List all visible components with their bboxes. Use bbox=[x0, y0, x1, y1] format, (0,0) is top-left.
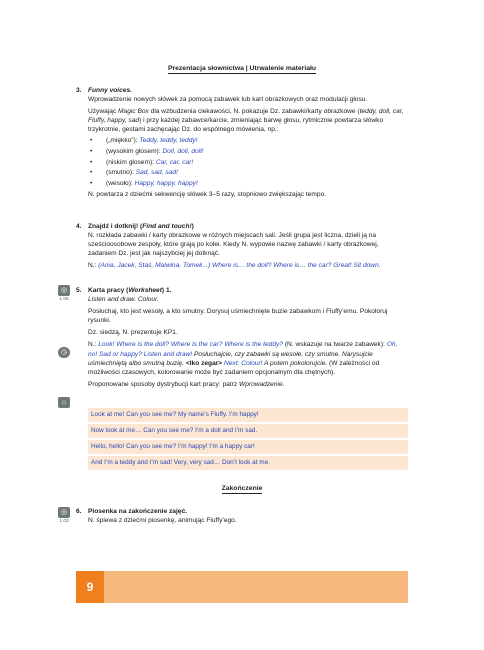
item-4-number: 4. bbox=[76, 223, 82, 230]
clock-icon: ◷ bbox=[58, 347, 70, 358]
section-heading-text: Zakończenie bbox=[221, 485, 263, 492]
item-3-description: Używając Magic Box dla wzbudzenia ciekawości, N. pokazuje Dz. zabawki/karty obrazkowe (teddy, doll, car, Fluffy, happy, sad) i przy każdej zabawce/karcie, zmieniając barwę głosu, rytmicznie powtarza słówko trzykrotnie, gestami zachęcając Dz. do wspólnego mówienia, np.: bbox=[88, 108, 404, 134]
item-5-title: Karta pracy (Worksheet) 1. bbox=[88, 287, 172, 294]
page-footer bbox=[76, 571, 408, 603]
transcript-row: Look at me! Can you see me? My name’s Fluffy. I’m happy! bbox=[88, 408, 408, 424]
item-3-number: 3. bbox=[76, 87, 82, 94]
transcript-row: And I’m a teddy and I’m sad! Very, very sad… Don’t look at me. bbox=[88, 456, 408, 472]
item-5-setup: Dz. siedzą, N. prezentuje KP1. bbox=[88, 329, 178, 337]
item-4-dialogue: N.: (Ania, Jacek, Staś, Malwina, Tomek...) Where is… the doll? Where is… the car? Great! Sit down. bbox=[88, 262, 381, 270]
transcript-row: Hello, hello! Can you see me? I’m happy! I’m a happy car! bbox=[88, 440, 408, 456]
item-5-dialogue: N.: Look! Where is the doll? Where is the car? Where is the teddy? (N. wskazuje na twarze zabawek): Oh, no! Sad or happy? Listen and draw! Posłuchajcie, czy zabawki są wesołe, czy smutne. Narysujcie uśmiechniętą albo smutną buzię. <Iko zegar> Next: Colour! A potem pokolorujcie. (W zależności od możliwości czasowych, kolorowanie może być zadaniem opcjonalnym dla chętnych). bbox=[88, 341, 398, 376]
item-5-instruction: Listen and draw. Colour. bbox=[88, 296, 159, 304]
item-4-title: Znajdź i dotknij! (Find and touch!) bbox=[88, 223, 194, 230]
voice-list bbox=[88, 136, 406, 187]
distribution-icon: ⌂ bbox=[58, 397, 70, 408]
item-6-number: 6. bbox=[76, 508, 82, 515]
item-3-intro: Wprowadzenie nowych słówek za pomocą zabawek lub kart obrazkowych oraz modulacji głosu. bbox=[88, 96, 368, 104]
cd-audio-icon: ◎ bbox=[58, 285, 70, 296]
item-3 bbox=[88, 86, 406, 199]
voice-item: • (wesoło): Happy, happy, happy! bbox=[88, 179, 406, 188]
page-number: 9 bbox=[76, 571, 104, 603]
voice-item: • (niskim głosem): Car, car, car! bbox=[88, 158, 406, 167]
item-5-number: 5. bbox=[76, 287, 82, 294]
cd-audio-icon: ◎ bbox=[58, 507, 70, 518]
item-4-description: N. rozkłada zabawki / karty obrazkowe w różnych miejscach sali. Jeśli grupa jest liczna, dzieli ją na sześcioosobowe zespoły, które grają po kolei. Kiedy N. wypowie nazwę zabawki / karty obrazkowej, zadaniem Dz. jest jak najszybciej jej dotknąć. bbox=[88, 232, 379, 258]
item-6-description: N. śpiewa z dziećmi piosenkę, animując Fluffy’ego. bbox=[88, 517, 237, 525]
voice-item: • (smutno): Sad, sad, sad! bbox=[88, 168, 406, 177]
page-header bbox=[0, 64, 484, 73]
item-3-title: Funny voices. bbox=[88, 87, 132, 94]
item-5-distribution: Proponowane sposoby dystrybucji kart pracy: patrz Wprowadzenie. bbox=[88, 380, 285, 388]
cd-track-label: 1.06 bbox=[59, 297, 69, 302]
recording-transcript bbox=[88, 408, 408, 472]
cd-track-label: 1.03 bbox=[59, 519, 69, 524]
item-6 bbox=[88, 507, 406, 525]
section-heading bbox=[0, 484, 484, 493]
voice-item: • („miękko”): Teddy, teddy, teddy! bbox=[88, 136, 406, 145]
page-header-text: Prezentacja słownictwa | Utrwalenie materiału bbox=[167, 65, 317, 72]
transcript-row: Now look at me… Can you see me? I’m a doll and I’m sad. bbox=[88, 424, 408, 440]
item-5-translation: Posłuchaj, kto jest wesoły, a kto smutny. Dorysuj uśmiechnięte buzie zabawkom i Fluffy’emu. Pokoloruj rysunki. bbox=[88, 308, 388, 325]
item-5 bbox=[88, 286, 406, 389]
item-6-title: Piosenka na zakończenie zajęć. bbox=[88, 508, 187, 515]
voice-item: • (wysokim głosem): Doll, doll, doll! bbox=[88, 147, 406, 156]
item-3-outro: N. powtarza z dziećmi sekwencję słówek 3–5 razy, stopniowo zwiększając tempo. bbox=[88, 190, 327, 198]
item-4 bbox=[88, 222, 406, 270]
